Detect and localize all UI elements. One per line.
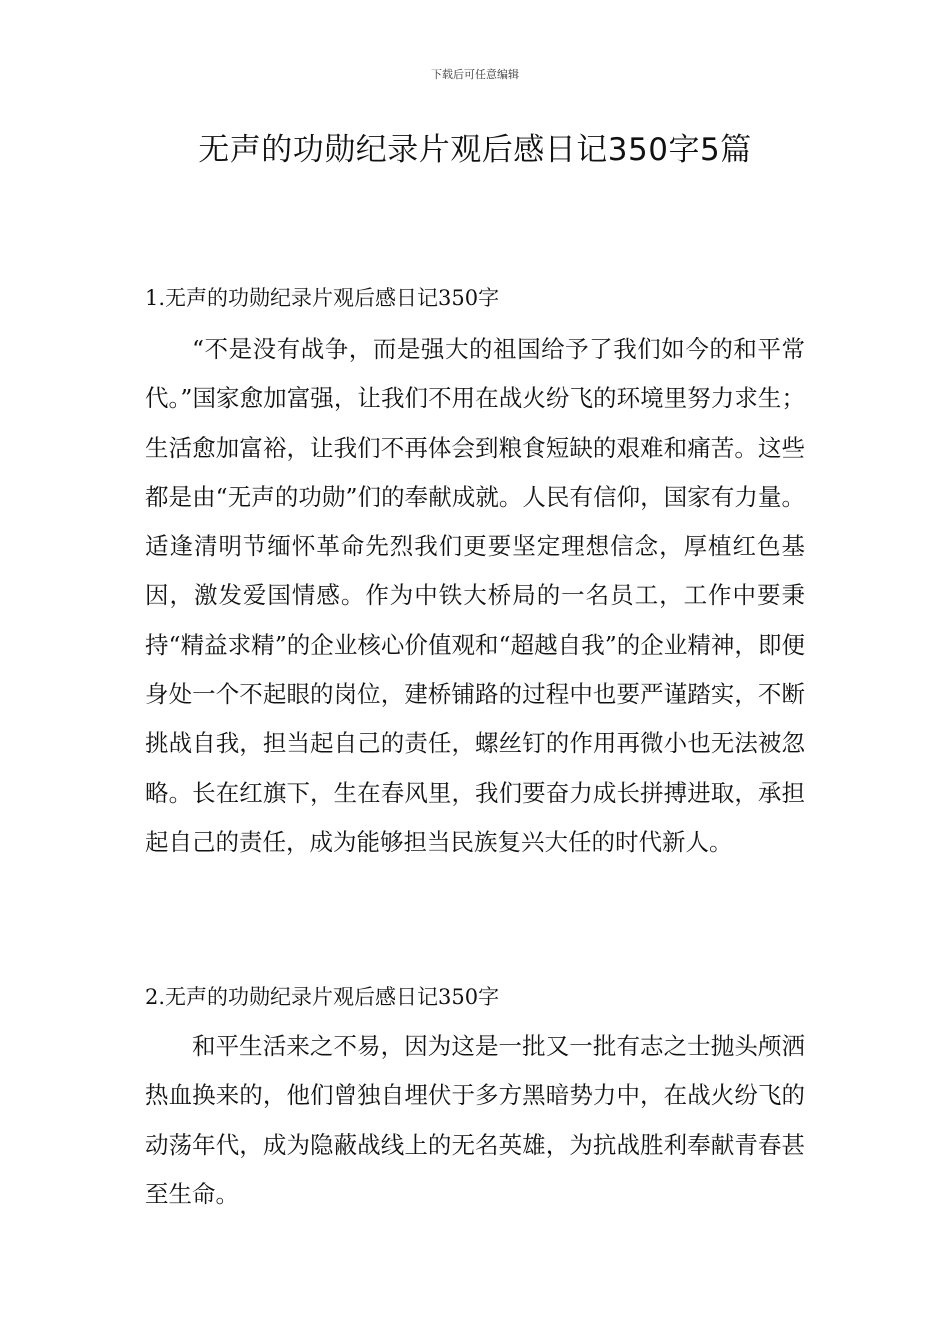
document-title: 无声的功勋纪录片观后感日记350字5篇 bbox=[198, 132, 752, 168]
section-paragraph-2: 和平生活来之不易，因为这是一批又一批有志之士抛头颅洒热血换来的，他们曾独自埋伏于多方黑暗势力中，在战火纷飞的动荡年代，成为隐蔽战线上的无名英雄，为抗战胜利奉献青春甚至生命。 bbox=[145, 1032, 805, 1208]
page-header-note: 下载后可任意编辑 bbox=[431, 68, 519, 81]
section-heading-1: 1.无声的功勋纪录片观后感日记350字 bbox=[145, 286, 500, 310]
section-paragraph-1: “不是没有战争，而是强大的祖国给予了我们如今的和平常代。”国家愈加富强，让我们不用在战火纷飞的环境里努力求生；生活愈加富裕，让我们不再体会到粮食短缺的艰难和痛苦。这些都是由“无声的功勋”们的奉献成就。人民有信仰，国家有力量。适逢清明节缅怀革命先烈我们更要坚定理想信念，厚植红色基因，激发爱国情感。作为中铁大桥局的一名员工，工作中要秉持“精益求精”的企业核心价值观和“超越自我”的企业精神，即便身处一个不起眼的岗位，建桥铺路的过程中也要严谨踏实，不断挑战自我，担当起自己的责任，螺丝钉的作用再微小也无法被忽略。长在红旗下，生在春风里，我们要奋力成长拼搏进取，承担起自己的责任，成为能够担当民族复兴大任的时代新人。 bbox=[145, 335, 805, 856]
section-heading-2: 2.无声的功勋纪录片观后感日记350字 bbox=[145, 985, 500, 1009]
